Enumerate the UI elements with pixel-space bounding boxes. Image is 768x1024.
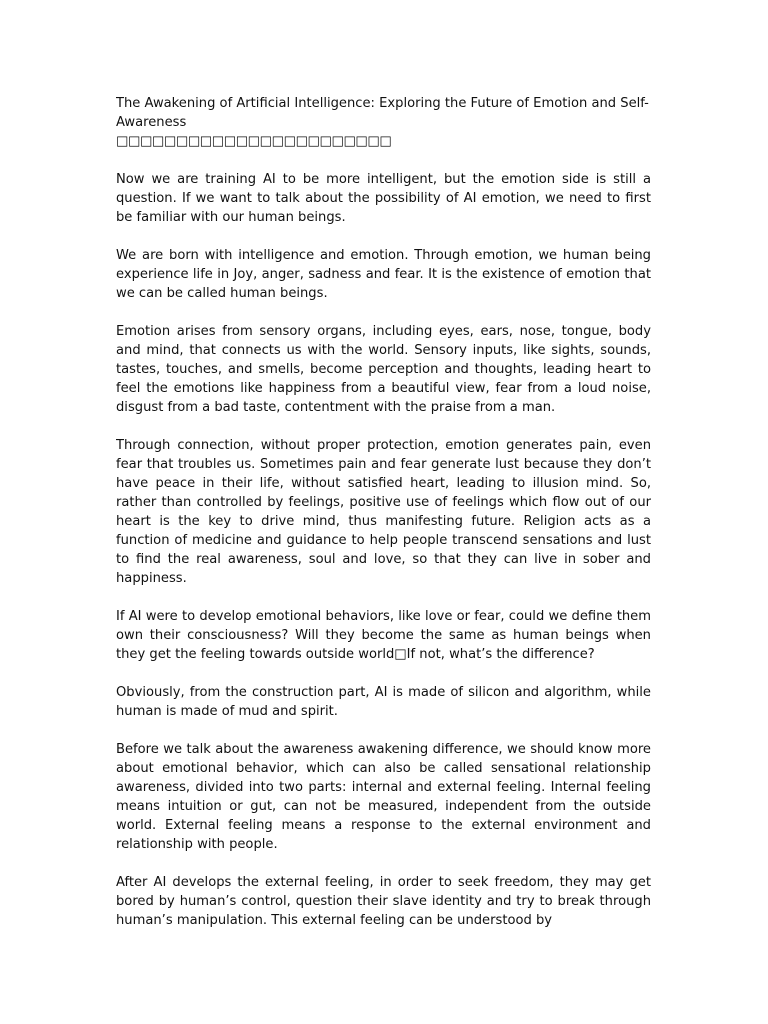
paragraph-4: Through connection, without proper protection, emotion generates pain, even fear that troubles us. Sometimes pain and fear generate lust because they don’t have peace in their life, without satisfied heart, leading to illusion mind. So, rather than controlled by feelings, positive use of feelings which flow out of our heart is the key to drive mind, thus manifesting future. Religion acts as a function of medicine and guidance to help people transcend sensations and lust to find the real awareness, soul and love, so that they can live in sober and happiness. <box>116 438 651 586</box>
paragraph-3: Emotion arises from sensory organs, including eyes, ears, nose, tongue, body and mind, that connects us with the world. Sensory inputs, like sights, sounds, tastes, touches, and smells, become perception and thoughts, leading heart to feel the emotions like happiness from a beautiful view, fear from a loud noise, disgust from a bad taste, contentment with the praise from a man. <box>116 324 651 415</box>
document-page <box>116 94 651 1024</box>
document-subtitle-glyphs: □□□□□□□□□□□□□□□□□□□□□□□ <box>116 134 392 149</box>
paragraph-7: Before we talk about the awareness awakening difference, we should know more about emotional behavior, which can also be called sensational relationship awareness, divided into two parts: internal and external feeling. Internal feeling means intuition or gut, can not be measured, independent from the outside world. External feeling means a response to the external environment and relationship with people. <box>116 742 651 852</box>
paragraph-8: After AI develops the external feeling, in order to seek freedom, they may get bored by human’s control, question their slave identity and try to break through human’s manipulation. This external feeling can be understood by <box>116 875 651 928</box>
paragraph-6: Obviously, from the construction part, AI is made of silicon and algorithm, while human is made of mud and spirit. <box>116 685 651 719</box>
paragraph-5: If AI were to develop emotional behaviors, like love or fear, could we define them own their consciousness? Will they become the same as human beings when they get the feeling towards outside world□If not, what’s the difference? <box>116 609 651 662</box>
paragraph-2: We are born with intelligence and emotion. Through emotion, we human being experience life in Joy, anger, sadness and fear. It is the existence of emotion that we can be called human beings. <box>116 248 651 301</box>
title-block <box>116 94 651 151</box>
document-title: The Awakening of Artificial Intelligence: Exploring the Future of Emotion and Self-Awareness <box>116 96 649 130</box>
paragraph-1: Now we are training AI to be more intelligent, but the emotion side is still a question. If we want to talk about the possibility of AI emotion, we need to first be familiar with our human beings. <box>116 172 651 225</box>
